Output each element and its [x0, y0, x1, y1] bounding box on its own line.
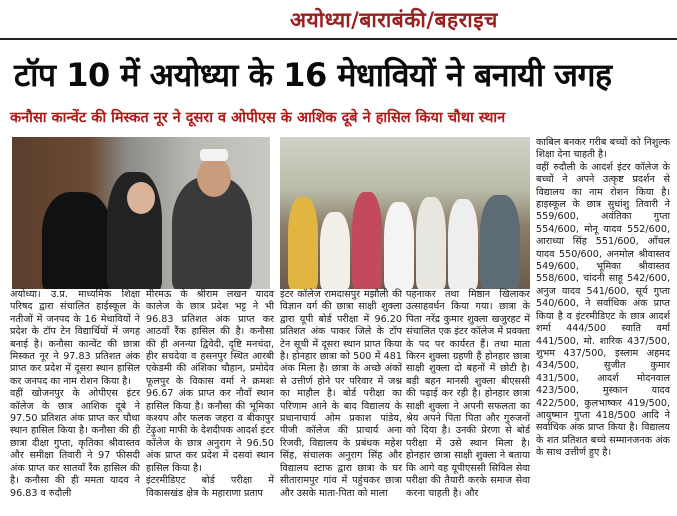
- article-column-1: [10, 289, 140, 500]
- paragraph: इंटर कॉलेज रामदासपुर मझौली की विज्ञान वर्ग की छात्रा साक्षी शुक्ला द्वारा यूपी बोर्ड परीक्षा में 96.20 प्रतिशत अंक पाकर जिले के टॉप टेन सूची में दूसरा स्थान प्राप्त किया है। होनहार छात्रा को 500 में 481 अंक मिला है। छात्रा के अच्छे अंकों से उत्तीर्ण होने पर परिवार में जश्न का माहौल है। बोर्ड परीक्षा का परिणाम आने के बाद विद्यालय के प्रधानाचार्य ओम प्रकाश पांडेय, पीजी कॉलेज की प्राचार्य अना रिजवी, विद्यालय के प्रबंधक महेश सिंह, संचालक अनुराग सिंह और विद्यालय स्टाफ द्वारा छात्रा के घर सीतारामपुर गांव में पहुंचकर छात्रा और उसके माता-पिता को माला: [280, 289, 402, 499]
- section-rule: [0, 38, 677, 40]
- article-column-5: [536, 137, 670, 460]
- photo-group-garlands: [280, 137, 530, 289]
- section-header: [0, 0, 677, 42]
- paragraph: वहीं खोजनपुर के ओपीएस इंटर कॉलेज के छात्र आशिक दूबे ने 97.50 प्रतिशत अंक प्राप्त कर चौथा स्थान हासिल किया है। कनौसा की ही छात्रा दीक्षा गुप्ता, कृतिका श्रीवास्तव और समीक्षा तिवारी ने 97 फीसदी अंक प्राप्त कर सातवाँ रैंक हासिल की है। कनौसा की ही ममता यादव ने 96.83 व रुदौली: [10, 388, 140, 499]
- photo-students-celebrating: [12, 137, 270, 289]
- paragraph: वहीं रुदौली के आदर्श इंटर कॉलेज के बच्चों ने अपने उत्कृष्ट प्रदर्शन से विद्यालय का नाम रोशन किया है। हाइस्कूल के छात्र सुधांशु तिवारी ने 559/600, अवंतिका गुप्ता 554/600, मोनू यादव 552/600, आराध्या सिंह 551/600, आँचल यादव 550/600, अनमोल श्रीवास्तव 549/600, भूमिका श्रीवास्तव 558/600, चांदनी साहू 542/600, अनुज यादव 541/600, सूर्य गुप्ता 540/600, ने सर्वाधिक अंक प्राप्त किया है व इंटरमीडिएट के छात्र आदर्श शर्मा 444/500 स्वाति वर्मा 441/500, मो. शारिक 437/500, शुभम 437/500, इस्लाम अहमद 434/500, सुजीत कुमार 431/500, आदर्श मोदनवाल 423/500, मुस्कान यादव 422/500, कुलभाष्कर 419/500, आयुष्मान गुप्ता 418/500 आदि ने सर्वाधिक अंक प्राप्त किया है। विद्यालय के शत प्रतिशत बच्चे सम्मानजनक अंक के साथ उत्तीर्ण हुए है।: [536, 161, 670, 459]
- paragraph: काबिल बनकर गरीब बच्चों को निशुल्क शिक्षा देना चाहती है।: [536, 137, 670, 161]
- paragraph: मीरमऊ के श्रीराम लखन यादव कालेज के छात्र प्रदेश भट्ट ने भी 96.83 प्रतिशत अंक प्राप्त कर आठवाँ रैंक हासिल की है। कनौसा की ही अनन्या द्विवेदी, दृष्टि मनचंदा, हीर सचदेवा व हसनपुर स्थित आरबी एकेडमी की अंशिका चौहान, प्रमोदेव फूलपुर के विकास वर्मा ने क्रमशः 96.67 अंक प्राप्त कर नौवाँ स्थान हासिल किया है। कनौसा की भूमिका कश्यप और फलक जहरा व बीकापुर टेंढ़ुआ माफी के देशदीपक आदर्श इंटर कॉलेज के छात्र अनुराग ने 96.50 अंक प्राप्त कर प्रदेश में दसवां स्थान हासिल किया है।: [146, 289, 274, 474]
- article-column-2: [146, 289, 274, 500]
- paragraph: पहनाकर तथा मिष्ठान खिलाकर उत्साहवर्धन किया गया। छात्रा के पिता नरेंद्र कुमार शुक्ला खजुरहट में संचालित एक इंटर कॉलेज में प्रवक्ता के पद पर कार्यरत हैं। तथा माता किरन शुक्ला ग्रहणी हैं होनहार छात्रा साक्षी शुक्ला दो बहनों में छोटी है। बड़ी बहन मानसी शुक्ला बीएससी की पढ़ाई कर रही है। होनहार छात्रा साक्षी शुक्ला ने अपनी सफलता का श्रेय अपने पिता पिता और गुरुजनों को दिया है। उनकी प्रेरणा से बोर्ड परीक्षा में उसे स्थान मिला है। होनहार छात्रा साक्षी शुक्ला ने बताया कि आगे वह यूपीएससी सिविल सेवा परीक्षा की तैयारी करके समाज सेवा करना चाहती है। और: [406, 289, 531, 499]
- article-column-3: [280, 289, 402, 500]
- paragraph: अयोध्या। उ.प्र. माध्यमिक शिक्षा परिषद द्वारा संचालित हाईस्कूल के नतीजों में जनपद के 16 मेधावियों ने प्रदेश के टॉप टेन विद्यार्थियों में जगह बनाई है। कनौसा कान्वेंट की छात्रा मिस्कत नूर ने 97.83 प्रतिशत अंक प्राप्त कर प्रदेश में दूसरा स्थान हासिल कर जनपद का नाम रोशन किया है।: [10, 289, 140, 387]
- paragraph: इंटरमीडिएट बोर्ड परीक्षा में विकासखंड क्षेत्र के महाराणा प्रताप: [146, 475, 274, 499]
- subheadline: कनौसा कान्वेंट की मिस्कत नूर ने दूसरा व ओपीएस के आशिक दूबे ने हासिल किया चौथा स्थान: [10, 110, 506, 126]
- bottom-fade: [0, 500, 677, 516]
- section-title: अयोध्या/बाराबंकी/बहराइच: [290, 8, 498, 32]
- headline: टॉप 10 में अयोध्या के 16 मेधावियों ने बनायी जगह: [14, 56, 612, 94]
- article-column-4: [406, 289, 530, 500]
